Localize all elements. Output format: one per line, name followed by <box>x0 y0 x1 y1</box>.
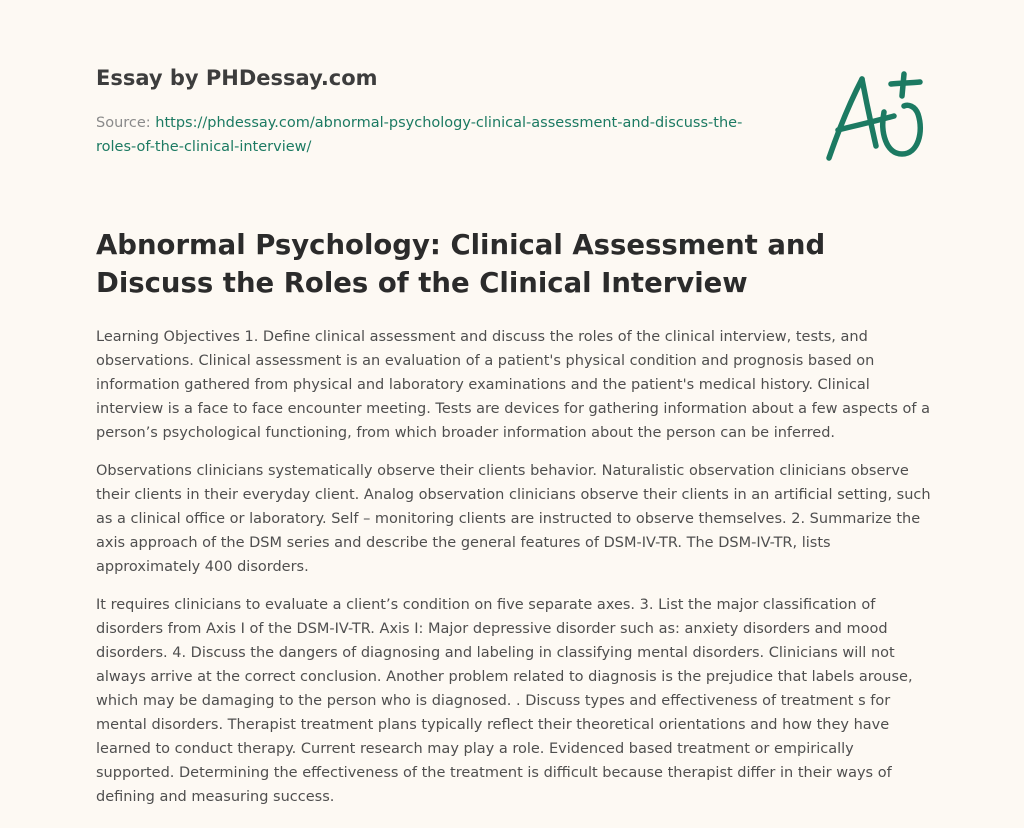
source-line <box>96 111 756 159</box>
essay-paragraph-1: Learning Objectives 1. Define clinical assessment and discuss the roles of the clinical interview, tests, and observations. Clinical assessment is an evaluation of a patient's physical condition and prognosis based on information gathered from physical and laboratory examinations and the patient's medical history. Clinical interview is a face to face encounter meeting. Tests are devices for gathering information about a few aspects of a person’s psychological functioning, from which broader information about the person can be inferred. <box>96 329 931 441</box>
essay-body <box>96 325 932 823</box>
essay-title: Abnormal Psychology: Clinical Assessment and Discuss the Roles of the Clinical Interview <box>96 229 826 299</box>
source-link[interactable]: https://phdessay.com/abnormal-psychology-clinical-assessment-and-discuss-the-roles-of-the-clinical-interview/ <box>96 115 743 155</box>
essay-paragraph-2: Observations clinicians systematically observe their clients behavior. Naturalistic observation clinicians observe their clients in their everyday client. Analog observation clinicians observe their clients in an artificial setting, such as a clinical office or laboratory. Self – monitoring clients are instructed to observe themselves. 2. Summarize the axis approach of the DSM series and describe the general features of DSM-IV-TR. The DSM-IV-TR, lists approximately 400 disorders. <box>96 463 931 575</box>
brand-heading: Essay by PHDessay.com <box>96 66 378 90</box>
essay-paragraph-3: It requires clinicians to evaluate a client’s condition on five separate axes. 3. List the major classification of disorders from Axis I of the DSM-IV-TR. Axis I: Major depressive disorder such as: anxiety disorders and mood disorders. 4. Discuss the dangers of diagnosing and labeling in classifying mental disorders. Clinicians will not always arrive at the correct conclusion. Another problem related to diagnosis is the prejudice that labels arouse, which may be damaging to the person who is diagnosed. . Discuss types and effectiveness of treatment s for mental disorders. Therapist treatment plans typically reflect their theoretical orientations and how they have learned to conduct therapy. Current research may play a role. Evidenced based treatment or empirically supported. Determining the effectiveness of the treatment is difficult because therapist differ in their ways of defining and measuring success. <box>96 597 913 805</box>
a-plus-logo-icon <box>822 70 932 166</box>
source-label: Source: <box>96 115 156 131</box>
